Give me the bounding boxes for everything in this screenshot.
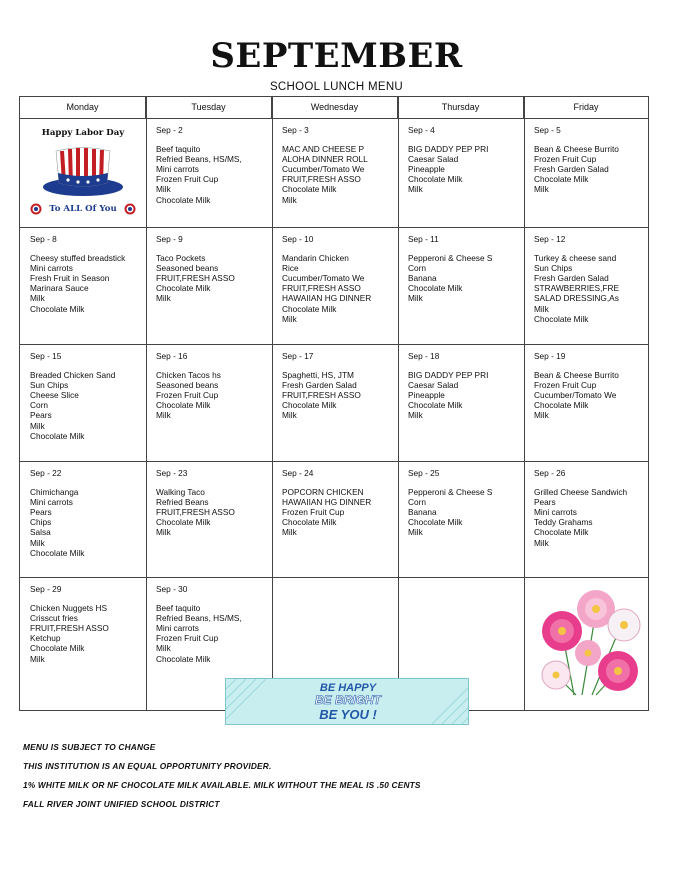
day-cell bbox=[20, 345, 146, 461]
menu-item: Seasoned beans bbox=[156, 380, 219, 391]
menu-item: STRAWBERRIES,FRE bbox=[534, 283, 619, 294]
menu-item: Chocolate Milk bbox=[30, 430, 85, 441]
menu-item: Corn bbox=[408, 263, 426, 274]
menu-item: Milk bbox=[30, 420, 45, 431]
day-header-thursday: Thursday bbox=[398, 97, 524, 118]
menu-item: Cucumber/Tomato We bbox=[534, 390, 617, 401]
day-date: Sep - 23 bbox=[156, 468, 188, 478]
menu-item: Milk bbox=[156, 184, 171, 195]
day-cell bbox=[20, 228, 146, 344]
menu-item: Chocolate Milk bbox=[282, 303, 337, 314]
menu-item: Milk bbox=[30, 653, 45, 664]
menu-item: Chocolate Milk bbox=[156, 283, 211, 294]
menu-item: Caesar Salad bbox=[408, 380, 459, 391]
menu-item: Beef taquito bbox=[156, 603, 201, 614]
day-cell bbox=[524, 119, 648, 227]
menu-item: Chocolate Milk bbox=[30, 303, 85, 314]
menu-item: Milk bbox=[534, 303, 549, 314]
day-date: Sep - 29 bbox=[30, 584, 62, 594]
menu-item: Chocolate Milk bbox=[534, 313, 589, 324]
menu-item: Corn bbox=[30, 400, 48, 411]
day-date: Sep - 8 bbox=[30, 234, 57, 244]
menu-item: Refried Beans, HS/MS, bbox=[156, 154, 242, 165]
footer-note-change: MENU IS SUBJECT TO CHANGE bbox=[23, 742, 156, 752]
banner-line-3: BE YOU ! bbox=[319, 707, 377, 722]
day-cell bbox=[146, 345, 272, 461]
menu-item: Fresh Garden Salad bbox=[534, 164, 609, 175]
menu-item: Milk bbox=[30, 293, 45, 304]
labor-day-headline: Happy Labor Day bbox=[41, 128, 125, 138]
menu-item: Refried Beans bbox=[156, 497, 209, 508]
menu-item: FRUIT,FRESH ASSO bbox=[282, 174, 361, 185]
menu-item: Chocolate Milk bbox=[408, 400, 463, 411]
menu-item: Banana bbox=[408, 273, 437, 284]
menu-item: Chocolate Milk bbox=[408, 517, 463, 528]
banner-line-2: BE BRIGHT bbox=[315, 693, 381, 707]
menu-item: Milk bbox=[534, 537, 549, 548]
menu-item: Frozen Fruit Cup bbox=[156, 390, 219, 401]
day-date: Sep - 2 bbox=[156, 125, 183, 135]
day-date: Sep - 19 bbox=[534, 351, 566, 361]
menu-item: Walking Taco bbox=[156, 487, 205, 498]
menu-item: Pears bbox=[30, 410, 52, 421]
menu-item: Frozen Fruit Cup bbox=[156, 174, 219, 185]
day-date: Sep - 26 bbox=[534, 468, 566, 478]
menu-item: SALAD DRESSING,As bbox=[534, 293, 619, 304]
menu-item: Mini carrots bbox=[156, 164, 199, 175]
footer-note-district: FALL RIVER JOINT UNIFIED SCHOOL DISTRICT bbox=[23, 799, 220, 809]
menu-item: Sun Chips bbox=[534, 263, 573, 274]
day-cell bbox=[146, 119, 272, 227]
day-header-monday: Monday bbox=[20, 97, 146, 118]
menu-item: Salsa bbox=[30, 527, 51, 538]
menu-item: Pineapple bbox=[408, 164, 445, 175]
labor-day-tagline: To ALL Of You bbox=[49, 204, 117, 214]
menu-item: Milk bbox=[408, 184, 423, 195]
menu-item: Beef taquito bbox=[156, 144, 201, 155]
menu-item: BIG DADDY PEP PRI bbox=[408, 144, 489, 155]
day-date: Sep - 10 bbox=[282, 234, 314, 244]
menu-item: FRUIT,FRESH ASSO bbox=[282, 283, 361, 294]
menu-item: Sun Chips bbox=[30, 380, 69, 391]
menu-item: Turkey & cheese sand bbox=[534, 253, 617, 264]
menu-item: BIG DADDY PEP PRI bbox=[408, 370, 489, 381]
menu-item: Milk bbox=[30, 537, 45, 548]
menu-item: FRUIT,FRESH ASSO bbox=[156, 273, 235, 284]
day-cell bbox=[272, 119, 398, 227]
menu-item: HAWAIIAN HG DINNER bbox=[282, 497, 372, 508]
menu-item: Frozen Fruit Cup bbox=[282, 507, 345, 518]
uncle-sam-hat-icon bbox=[40, 143, 126, 199]
menu-item: Milk bbox=[534, 410, 549, 421]
menu-item: FRUIT,FRESH ASSO bbox=[282, 390, 361, 401]
day-cell bbox=[146, 228, 272, 344]
menu-item: Breaded Chicken Sand bbox=[30, 370, 116, 381]
menu-item: Chocolate Milk bbox=[282, 400, 337, 411]
menu-item: Milk bbox=[156, 410, 171, 421]
menu-item: Corn bbox=[408, 497, 426, 508]
page-title: SEPTEMBER bbox=[210, 36, 463, 76]
day-cell bbox=[524, 228, 648, 344]
menu-item: Fresh Garden Salad bbox=[282, 380, 357, 391]
menu-item: Milk bbox=[282, 410, 297, 421]
day-cell bbox=[524, 345, 648, 461]
day-cell bbox=[524, 462, 648, 577]
day-cell bbox=[146, 462, 272, 577]
menu-item: Mandarin Chicken bbox=[282, 253, 349, 264]
day-date: Sep - 3 bbox=[282, 125, 309, 135]
menu-item: Ketchup bbox=[30, 633, 61, 644]
menu-item: Cucumber/Tomato We bbox=[282, 164, 365, 175]
menu-item: Teddy Grahams bbox=[534, 517, 593, 528]
day-cell bbox=[398, 345, 524, 461]
day-cell bbox=[20, 578, 146, 710]
menu-item: Milk bbox=[534, 184, 549, 195]
menu-item: Mini carrots bbox=[30, 497, 73, 508]
menu-item: Milk bbox=[408, 293, 423, 304]
menu-item: Chimichanga bbox=[30, 487, 79, 498]
day-date: Sep - 9 bbox=[156, 234, 183, 244]
menu-item: Chocolate Milk bbox=[156, 194, 211, 205]
menu-item: MAC AND CHEESE P bbox=[282, 144, 365, 155]
menu-item: Chocolate Milk bbox=[282, 517, 337, 528]
menu-item: Bean & Cheese Burrito bbox=[534, 144, 619, 155]
menu-item: Frozen Fruit Cup bbox=[156, 633, 219, 644]
day-cell bbox=[20, 462, 146, 577]
day-header-wednesday: Wednesday bbox=[272, 97, 398, 118]
menu-item: Cheesy stuffed breadstick bbox=[30, 253, 126, 264]
day-date: Sep - 24 bbox=[282, 468, 314, 478]
menu-item: Fresh Fruit in Season bbox=[30, 273, 110, 284]
menu-item: Chocolate Milk bbox=[156, 653, 211, 664]
day-date: Sep - 30 bbox=[156, 584, 188, 594]
menu-item: Chocolate Milk bbox=[534, 400, 589, 411]
menu-item: Milk bbox=[282, 194, 297, 205]
menu-item: Chocolate Milk bbox=[156, 400, 211, 411]
menu-item: Cheese Slice bbox=[30, 390, 79, 401]
menu-item: Milk bbox=[282, 313, 297, 324]
flowers-clipart-icon bbox=[530, 583, 642, 705]
menu-item: Milk bbox=[156, 527, 171, 538]
menu-item: Mini carrots bbox=[156, 623, 199, 634]
menu-calendar bbox=[19, 96, 649, 711]
menu-item: Rice bbox=[282, 263, 299, 274]
menu-item: Pears bbox=[534, 497, 556, 508]
menu-item: Marinara Sauce bbox=[30, 283, 89, 294]
menu-item: Mini carrots bbox=[30, 263, 73, 274]
menu-item: Chocolate Milk bbox=[30, 643, 85, 654]
day-date: Sep - 5 bbox=[534, 125, 561, 135]
day-header-friday: Friday bbox=[573, 102, 599, 112]
menu-item: Frozen Fruit Cup bbox=[534, 154, 597, 165]
menu-item: Pears bbox=[30, 507, 52, 518]
menu-item: Cucumber/Tomato We bbox=[282, 273, 365, 284]
page-subtitle: SCHOOL LUNCH MENU bbox=[269, 81, 404, 93]
menu-item: Chocolate Milk bbox=[534, 527, 589, 538]
menu-item: Chicken Nuggets HS bbox=[30, 603, 108, 614]
day-date: Sep - 25 bbox=[408, 468, 440, 478]
menu-item: Chicken Tacos hs bbox=[156, 370, 221, 381]
menu-item: Milk bbox=[408, 527, 423, 538]
day-date: Sep - 11 bbox=[408, 234, 439, 244]
menu-item: Grilled Cheese Sandwich bbox=[534, 487, 628, 498]
menu-item: Fresh Garden Salad bbox=[534, 273, 609, 284]
menu-item: Chocolate Milk bbox=[156, 517, 211, 528]
menu-item: Chocolate Milk bbox=[282, 184, 337, 195]
footer-note-equal-opportunity: THIS INSTITUTION IS AN EQUAL OPPORTUNITY PROVIDER. bbox=[23, 761, 272, 771]
menu-item: Frozen Fruit Cup bbox=[534, 380, 597, 391]
menu-item: Seasoned beans bbox=[156, 263, 219, 274]
day-date: Sep - 16 bbox=[156, 351, 188, 361]
menu-item: ALOHA DINNER ROLL bbox=[282, 154, 368, 165]
labor-day-cell bbox=[20, 119, 146, 227]
menu-item: Spaghetti, HS, JTM bbox=[282, 370, 354, 381]
badge-icon bbox=[124, 203, 136, 215]
day-date: Sep - 12 bbox=[534, 234, 566, 244]
day-date: Sep - 22 bbox=[30, 468, 62, 478]
menu-item: Chocolate Milk bbox=[408, 283, 463, 294]
menu-item: Chocolate Milk bbox=[408, 174, 463, 185]
menu-item: Pepperoni & Cheese S bbox=[408, 253, 493, 264]
menu-item: Crisscut fries bbox=[30, 613, 78, 624]
day-date: Sep - 18 bbox=[408, 351, 440, 361]
menu-item: POPCORN CHICKEN bbox=[282, 487, 364, 498]
day-cell bbox=[398, 228, 524, 344]
menu-item: Taco Pockets bbox=[156, 253, 206, 264]
day-date: Sep - 4 bbox=[408, 125, 435, 135]
menu-item: Milk bbox=[156, 643, 171, 654]
be-happy-banner bbox=[225, 678, 469, 725]
day-date: Sep - 17 bbox=[282, 351, 314, 361]
menu-item: Chips bbox=[30, 517, 52, 528]
menu-item: Chocolate Milk bbox=[30, 547, 85, 558]
menu-item: Mini carrots bbox=[534, 507, 577, 518]
menu-item: FRUIT,FRESH ASSO bbox=[30, 623, 109, 634]
menu-item: Milk bbox=[408, 410, 423, 421]
menu-item: Pepperoni & Cheese S bbox=[408, 487, 493, 498]
day-cell bbox=[272, 228, 398, 344]
menu-item: Caesar Salad bbox=[408, 154, 459, 165]
menu-item: Banana bbox=[408, 507, 437, 518]
menu-item: Milk bbox=[282, 527, 297, 538]
menu-item: Chocolate Milk bbox=[534, 174, 589, 185]
day-cell bbox=[272, 345, 398, 461]
day-cell bbox=[398, 462, 524, 577]
menu-item: Milk bbox=[156, 293, 171, 304]
menu-item: HAWAIIAN HG DINNER bbox=[282, 293, 372, 304]
day-cell bbox=[398, 119, 524, 227]
day-cell bbox=[272, 462, 398, 577]
day-header-tuesday: Tuesday bbox=[146, 97, 272, 118]
menu-item: Pineapple bbox=[408, 390, 445, 401]
footer-note-milk: 1% WHITE MILK OR NF CHOCOLATE MILK AVAILABLE. MILK WITHOUT THE MEAL IS .50 CENTS bbox=[23, 780, 421, 790]
banner-line-1: BE HAPPY bbox=[319, 682, 377, 694]
day-date: Sep - 15 bbox=[30, 351, 62, 361]
menu-item: FRUIT,FRESH ASSO bbox=[156, 507, 235, 518]
menu-item: Refried Beans, HS/MS, bbox=[156, 613, 242, 624]
menu-item: Bean & Cheese Burrito bbox=[534, 370, 619, 381]
